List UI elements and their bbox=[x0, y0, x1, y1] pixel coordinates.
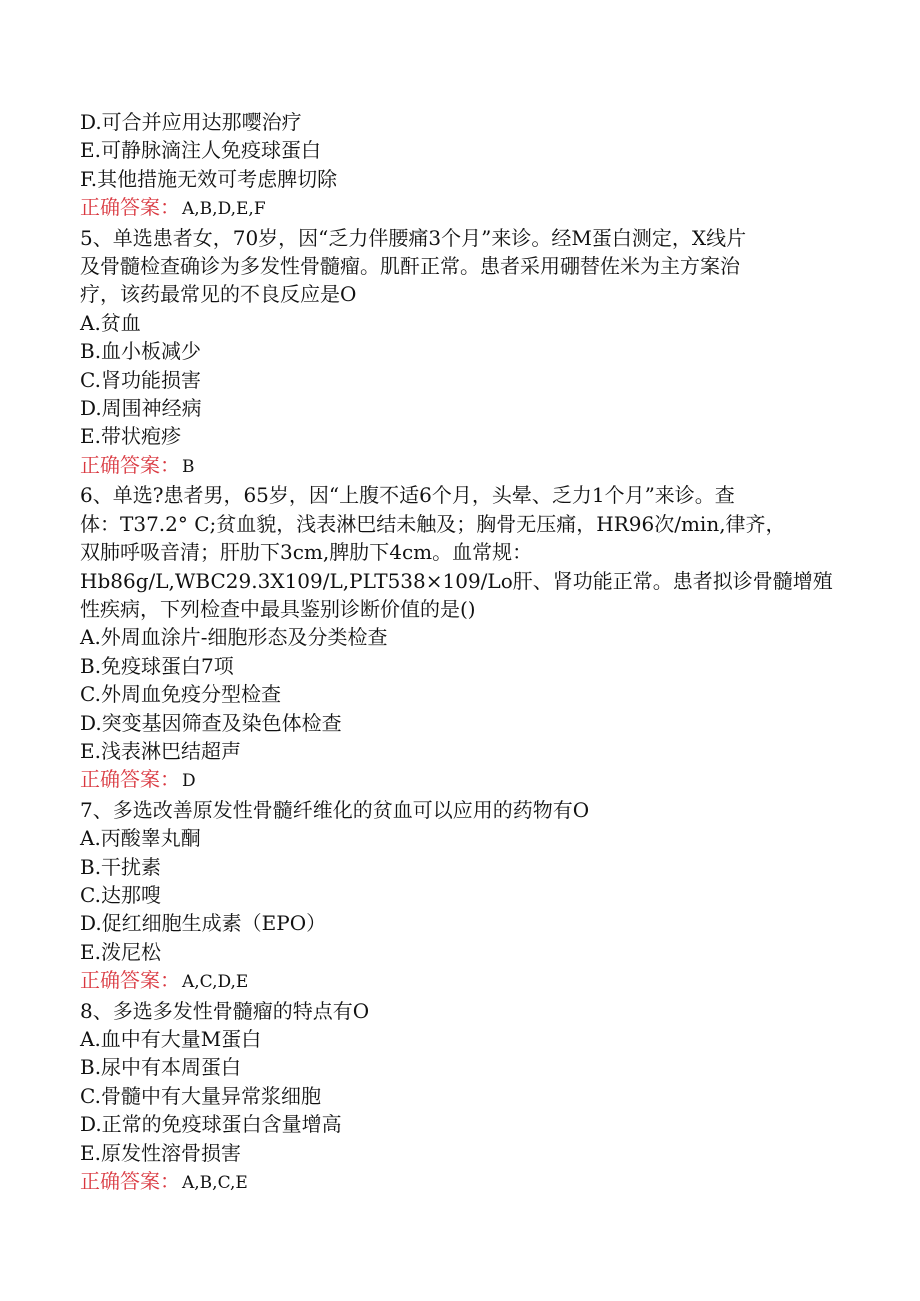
question-stem-line: 8、多选多发性骨髓瘤的特点有O bbox=[80, 998, 370, 1023]
question-stem-line: 7、多选改善原发性骨髓纤维化的贫血可以应用的药物有O bbox=[80, 797, 590, 822]
question-8 bbox=[80, 997, 840, 1198]
option-a: A.外周血涂片-细胞形态及分类检查 bbox=[80, 625, 388, 650]
option-e: E.原发性溶骨损害 bbox=[80, 1140, 241, 1165]
question-7 bbox=[80, 796, 840, 997]
question-stem-line: 疗，该药最常见的不良反应是O bbox=[80, 282, 357, 307]
option-e: E.浅表淋巴结超声 bbox=[80, 738, 241, 763]
answer-label: 正确答案： bbox=[80, 195, 180, 220]
answer-value: D bbox=[182, 771, 196, 792]
option-a: A.丙酸睾丸酮 bbox=[80, 826, 201, 851]
question-stem-line: 性疾病，下列检查中最具鉴别诊断价值的是() bbox=[80, 596, 476, 621]
option-d: D.周围神经病 bbox=[80, 396, 202, 421]
option-a: A.贫血 bbox=[80, 310, 141, 335]
answer-value: B bbox=[182, 456, 195, 477]
question-5 bbox=[80, 224, 840, 482]
answer-label: 正确答案： bbox=[80, 767, 180, 792]
option-d: D.正常的免疫球蛋白含量增高 bbox=[80, 1112, 342, 1137]
option-a: A.血中有大量M蛋白 bbox=[80, 1027, 262, 1051]
option-d: D.突变基因筛查及染色体检查 bbox=[80, 710, 342, 735]
option-c: C.达那嗖 bbox=[80, 882, 161, 907]
option-b: B.尿中有本周蛋白 bbox=[80, 1055, 242, 1080]
option-e: E.泼尼松 bbox=[80, 939, 161, 964]
option-e: E.可静脉滴注人免疫球蛋白 bbox=[80, 138, 321, 163]
option-b: B.干扰素 bbox=[80, 854, 162, 879]
answer-value: A,C,D,E bbox=[182, 972, 249, 993]
answer-value: A,B,D,E,F bbox=[182, 199, 266, 220]
option-c: C.肾功能损害 bbox=[80, 367, 201, 392]
answer-label: 正确答案： bbox=[80, 968, 180, 993]
option-c: C.骨髓中有大量异常浆细胞 bbox=[80, 1083, 321, 1108]
question-stem-line: Hb86g/L,WBC29.3X109/L,PLT538×109/Lo肝、肾功能正常。患者拟诊骨髓增殖 bbox=[80, 568, 833, 593]
question-stem-line: 及骨髓检查确诊为多发性骨髓瘤。肌酐正常。患者采用硼替佐米为主方案治 bbox=[80, 254, 740, 279]
option-f: F.其他措施无效可考虑脾切除 bbox=[80, 166, 338, 191]
answer-line bbox=[80, 765, 840, 795]
option-b: B.血小板减少 bbox=[80, 339, 202, 364]
question-6 bbox=[80, 481, 840, 795]
answer-line bbox=[80, 193, 840, 223]
option-e: E.带状疱疹 bbox=[80, 424, 181, 449]
question-stem-line: 体：T37.2° C;贫血貌，浅表淋巴结未触及；胸骨无压痛，HR96次/min,律齐， bbox=[80, 511, 786, 536]
answer-label: 正确答案： bbox=[80, 1169, 180, 1194]
option-b: B.免疫球蛋白7项 bbox=[80, 653, 234, 678]
question-stem-line: 5、单选患者女，70岁，因“乏力伴腰痛3个月”来诊。经M蛋白测定，X线片 bbox=[80, 225, 747, 250]
option-d: D.可合并应用达那嘤治疗 bbox=[80, 110, 302, 134]
answer-line bbox=[80, 1167, 840, 1197]
exam-page bbox=[80, 108, 840, 1197]
option-d: D.促红细胞生成素（EPO） bbox=[80, 911, 327, 936]
question-stem-line: 6、单选?患者男，65岁，因“上腹不适6个月，头晕、乏力1个月”来诊。查 bbox=[80, 483, 735, 508]
answer-line bbox=[80, 451, 840, 481]
answer-line bbox=[80, 966, 840, 996]
option-c: C.外周血免疫分型检查 bbox=[80, 682, 281, 707]
answer-label: 正确答案： bbox=[80, 452, 180, 477]
answer-value: A,B,C,E bbox=[182, 1173, 248, 1194]
question-4-tail bbox=[80, 108, 840, 224]
question-stem-line: 双肺呼吸音清；肝肋下3cm,脾肋下4cm。血常规： bbox=[80, 540, 533, 565]
